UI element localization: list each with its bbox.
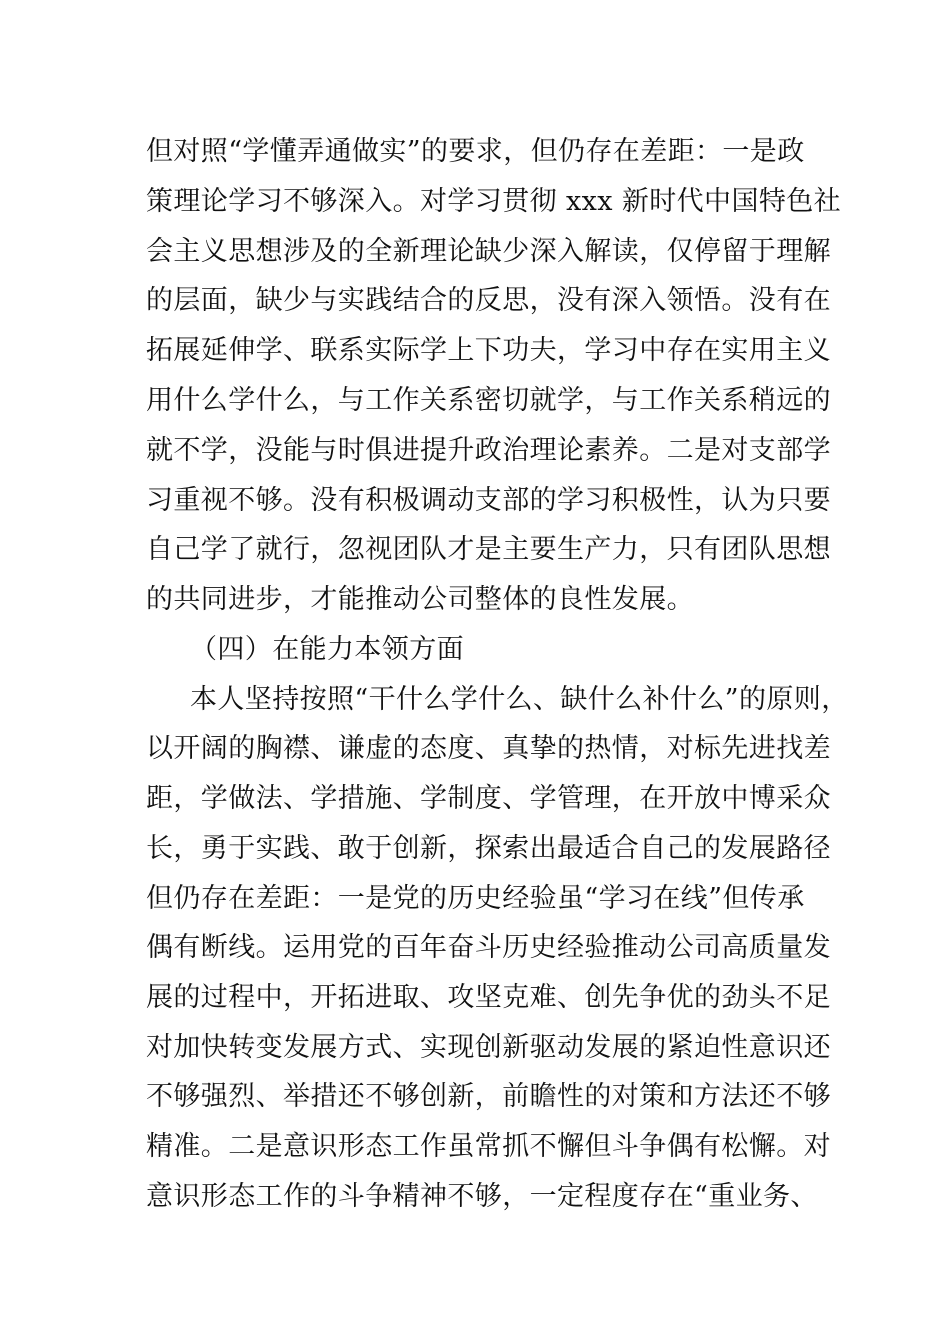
text-line: 以开阔的胸襟、谦虚的态度、真挚的热情，对标先进找差 [146, 733, 831, 764]
text-line: 就不学，没能与时俱进提升政治理论素养。二是对支部学 [146, 435, 831, 466]
text-line: 意识形态工作的斗争精神不够，一定程度存在“重业务、 [146, 1181, 818, 1212]
text-line: 展的过程中，开拓进取、攻坚克难、创先争优的劲头不足 [146, 982, 831, 1013]
text-line: 但对照“学懂弄通做实”的要求，但仍存在差距：一是政 [146, 136, 805, 167]
text-line: 精准。二是意识形态工作虽常抓不懈但斗争偶有松懈。对 [146, 1131, 831, 1162]
text-line: 拓展延伸学、联系实际学上下功夫，学习中存在实用主义 [146, 335, 831, 366]
text-line: 偶有断线。运用党的百年奋斗历史经验推动公司高质量发 [146, 932, 831, 963]
text-line: 的共同进步，才能推动公司整体的良性发展。 [146, 584, 694, 615]
text-line: 的层面，缺少与实践结合的反思，没有深入领悟。没有在 [146, 285, 831, 316]
text-line: 自己学了就行，忽视团队才是主要生产力，只有团队思想 [146, 534, 831, 565]
text-line: 习重视不够。没有积极调动支部的学习积极性，认为只要 [146, 485, 831, 516]
text-line: 用什么学什么，与工作关系密切就学，与工作关系稍远的 [146, 385, 831, 416]
text-line: 对加快转变发展方式、实现创新驱动发展的紧迫性意识还 [146, 1032, 831, 1063]
text-line: 但仍存在差距：一是党的历史经验虽“学习在线”但传承 [146, 883, 805, 914]
section-heading: （四）在能力本领方面 [190, 634, 464, 665]
text-line: 不够强烈、举措还不够创新，前瞻性的对策和方法还不够 [146, 1081, 831, 1112]
text-line: 距，学做法、学措施、学制度、学管理，在开放中博采众 [146, 783, 831, 814]
text-line: 策理论学习不够深入。对学习贯彻 xxx 新时代中国特色社 [146, 186, 842, 217]
text-line: 会主义思想涉及的全新理论缺少深入解读，仅停留于理解 [146, 236, 831, 267]
text-line: 本人坚持按照“干什么学什么、缺什么补什么”的原则， [190, 684, 849, 715]
text-line: 长，勇于实践、敢于创新，探索出最适合自己的发展路径 [146, 833, 831, 864]
